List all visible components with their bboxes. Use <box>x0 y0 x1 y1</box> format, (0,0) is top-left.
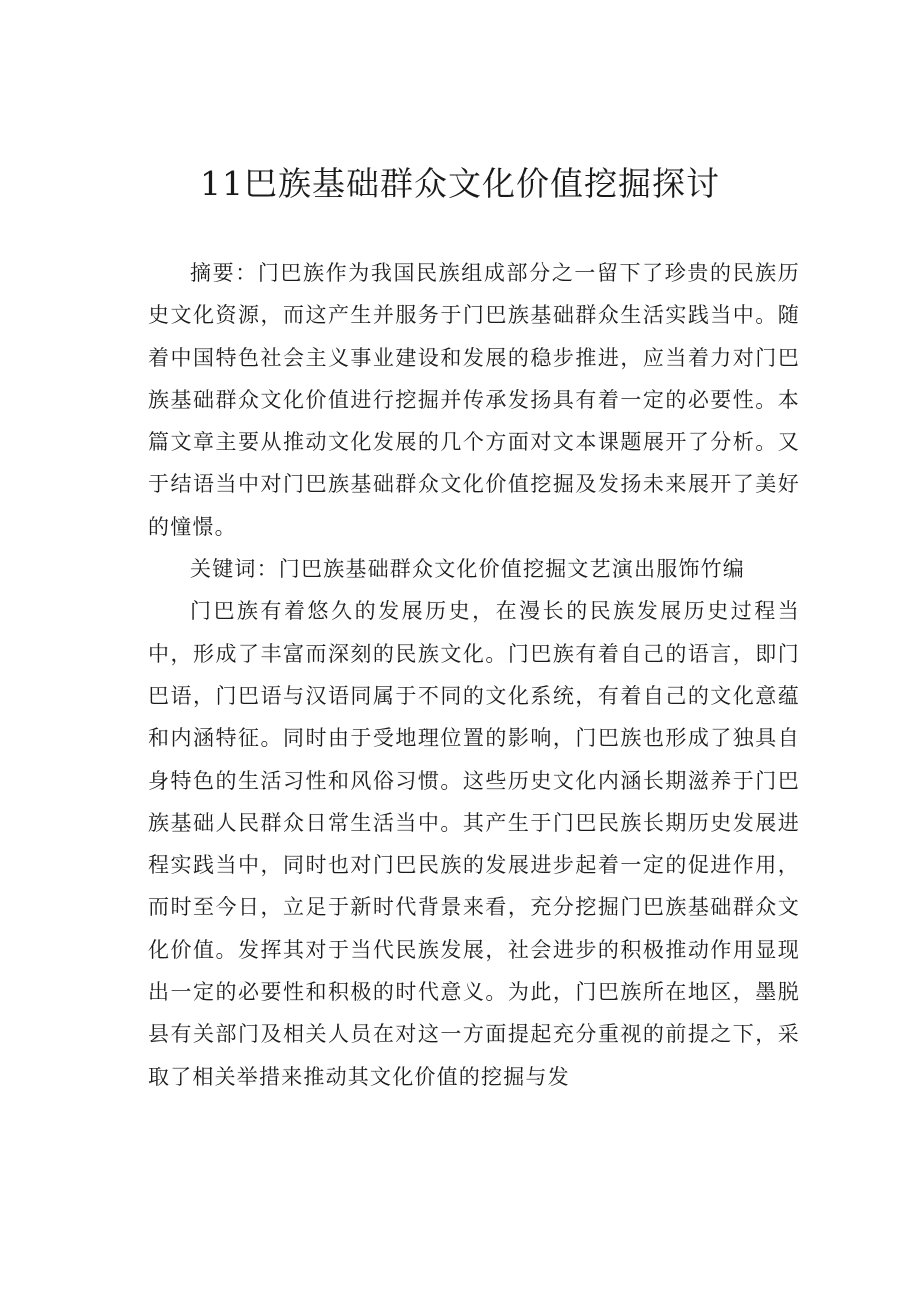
document-title: 11巴族基础群众文化价值挖掘探讨 <box>200 164 720 203</box>
abstract-paragraph: 摘要：门巴族作为我国民族组成部分之一留下了珍贵的民族历史文化资源，而这产生并服务于门巴族基础群众生活实践当中。随着中国特色社会主义事业建设和发展的稳步推进，应当着力对门巴族基础群众文化价值进行挖掘并传承发扬具有着一定的必要性。本篇文章主要从推动文化发展的几个方面对文本课题展开了分析。又于结语当中对门巴族基础群众文化价值挖掘及发扬未来展开了美好的憧憬。 <box>148 261 800 539</box>
document-body <box>148 252 800 1098</box>
keywords-paragraph: 关键词：门巴族基础群众文化价值挖掘文艺演出服饰竹编 <box>190 557 745 582</box>
body-paragraph: 门巴族有着悠久的发展历史，在漫长的民族发展历史过程当中，形成了丰富而深刻的民族文化。门巴族有着自己的语言，即门巴语，门巴语与汉语同属于不同的文化系统，有着自己的文化意蕴和内涵特征。同时由于受地理位置的影响，门巴族也形成了独具自身特色的生活习性和风俗习惯。这些历史文化内涵长期滋养于门巴族基础人民群众日常生活当中。其产生于门巴民族长期历史发展进程实践当中，同时也对门巴民族的发展进步起着一定的促进作用，而时至今日，立足于新时代背景来看，充分挖掘门巴族基础群众文化价值。发挥其对于当代民族发展，社会进步的积极推动作用显现出一定的必要性和积极的时代意义。为此，门巴族所在地区，墨脱县有关部门及相关人员在对这一方面提起充分重视的前提之下，采取了相关举措来推动其文化价值的挖掘与发 <box>148 599 800 1089</box>
